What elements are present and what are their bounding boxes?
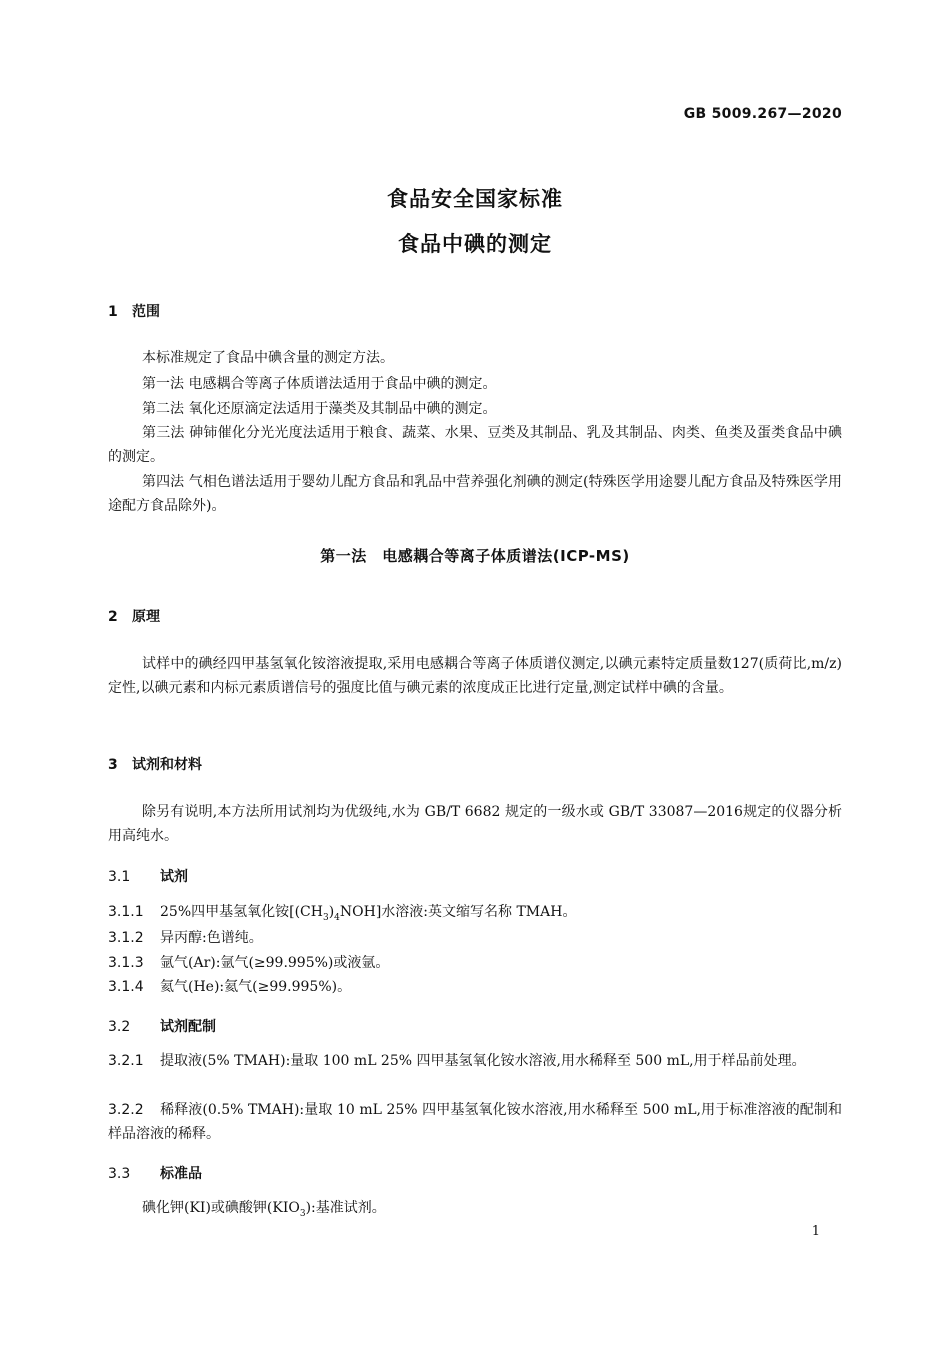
item-number: 3.1.1 — [108, 904, 144, 920]
subsection-number: 3.2 — [108, 1019, 131, 1035]
subsection-heading-standards — [108, 1163, 202, 1183]
subsection-title: 试剂配制 — [160, 1019, 216, 1035]
item-text: 25%四甲基氢氧化铵[(CH — [160, 904, 323, 920]
item-number: 3.1.2 — [108, 930, 144, 946]
standards-text: 碘化钾(KI)或碘酸钾(KIO — [142, 1200, 300, 1216]
item-text: 异丙醇:色谱纯。 — [160, 930, 263, 946]
subsection-heading-reagents — [108, 866, 188, 886]
method-title: 第一法 电感耦合等离子体质谱法(ICP-MS) — [320, 547, 630, 565]
reagent-item-helium — [108, 975, 842, 999]
page-number: 1 — [811, 1224, 820, 1239]
subsection-number: 3.1 — [108, 869, 131, 885]
item-text: 提取液(5% TMAH):量取 100 mL 25% 四甲基氢氧化铵水溶液,用水稀释至 500 mL,用于样品前处理。 — [160, 1053, 806, 1069]
section-heading-scope — [108, 301, 160, 321]
standard-number: GB 5009.267—2020 — [683, 106, 842, 122]
item-text: 氦气(He):氦气(≥99.995%)。 — [160, 979, 352, 995]
item-text: 氩气(Ar):氩气(≥99.995%)或液氩。 — [160, 955, 390, 971]
preparation-item-extraction — [108, 1049, 842, 1073]
section-title: 原理 — [132, 609, 160, 625]
section-heading-reagents — [108, 754, 202, 774]
subsection-title: 试剂 — [160, 869, 188, 885]
scope-paragraph-4: 第三法 砷铈催化分光光度法适用于粮食、蔬菜、水果、豆类及其制品、乳及其制品、肉类、鱼类及蛋类食品中碘的测定。 — [108, 425, 842, 465]
reagents-paragraph: 除另有说明,本方法所用试剂均为优级纯,水为 GB/T 6682 规定的一级水或 GB/T 33087—2016规定的仪器分析用高纯水。 — [108, 804, 842, 844]
standards-text: ):基准试剂。 — [305, 1200, 386, 1216]
section-number: 1 — [108, 304, 118, 320]
scope-paragraph-5: 第四法 气相色谱法适用于婴幼儿配方食品和乳品中营养强化剂碘的测定(特殊医学用途婴儿配方食品及特殊医学用途配方食品除外)。 — [108, 474, 842, 514]
section-title: 范围 — [132, 304, 160, 320]
document-title-line2: 食品中碘的测定 — [398, 232, 552, 256]
reagent-item-argon — [108, 951, 842, 975]
item-number: 3.1.3 — [108, 955, 144, 971]
section-title: 试剂和材料 — [132, 757, 202, 773]
section-number: 2 — [108, 609, 118, 625]
item-text: ) — [328, 904, 335, 920]
item-number: 3.2.2 — [108, 1102, 144, 1118]
item-text: 稀释液(0.5% TMAH):量取 10 mL 25% 四甲基氢氧化铵水溶液,用水稀释至 500 mL,用于标准溶液的配制和样品溶液的稀释。 — [108, 1102, 842, 1142]
item-number: 3.1.4 — [108, 979, 144, 995]
scope-paragraph-2: 第一法 电感耦合等离子体质谱法适用于食品中碘的测定。 — [142, 376, 497, 392]
subscript: 3 — [299, 1208, 306, 1219]
reagent-item-isopropanol — [108, 926, 842, 950]
subscript: 3 — [322, 912, 329, 923]
subsection-number: 3.3 — [108, 1166, 131, 1182]
item-text: NOH]水溶液:英文缩写名称 TMAH。 — [339, 904, 577, 920]
subscript: 4 — [334, 912, 340, 923]
preparation-item-dilution — [108, 1098, 842, 1146]
section-heading-principle — [108, 606, 160, 626]
subsection-title: 标准品 — [160, 1166, 202, 1182]
item-number: 3.2.1 — [108, 1053, 144, 1069]
document-title-line1: 食品安全国家标准 — [387, 187, 563, 211]
principle-paragraph: 试样中的碘经四甲基氢氧化铵溶液提取,采用电感耦合等离子体质谱仪测定,以碘元素特定质量数127(质荷比,m/z)定性,以碘元素和内标元素质谱信号的强度比值与碘元素的浓度成正比进行定量,测定试样中碘的含量。 — [108, 656, 842, 696]
standards-paragraph — [108, 1196, 842, 1226]
scope-paragraph-3: 第二法 氧化还原滴定法适用于藻类及其制品中碘的测定。 — [142, 401, 497, 417]
subsection-heading-preparation — [108, 1016, 216, 1036]
section-number: 3 — [108, 757, 118, 773]
scope-paragraph-1: 本标准规定了食品中碘含量的测定方法。 — [142, 350, 394, 366]
